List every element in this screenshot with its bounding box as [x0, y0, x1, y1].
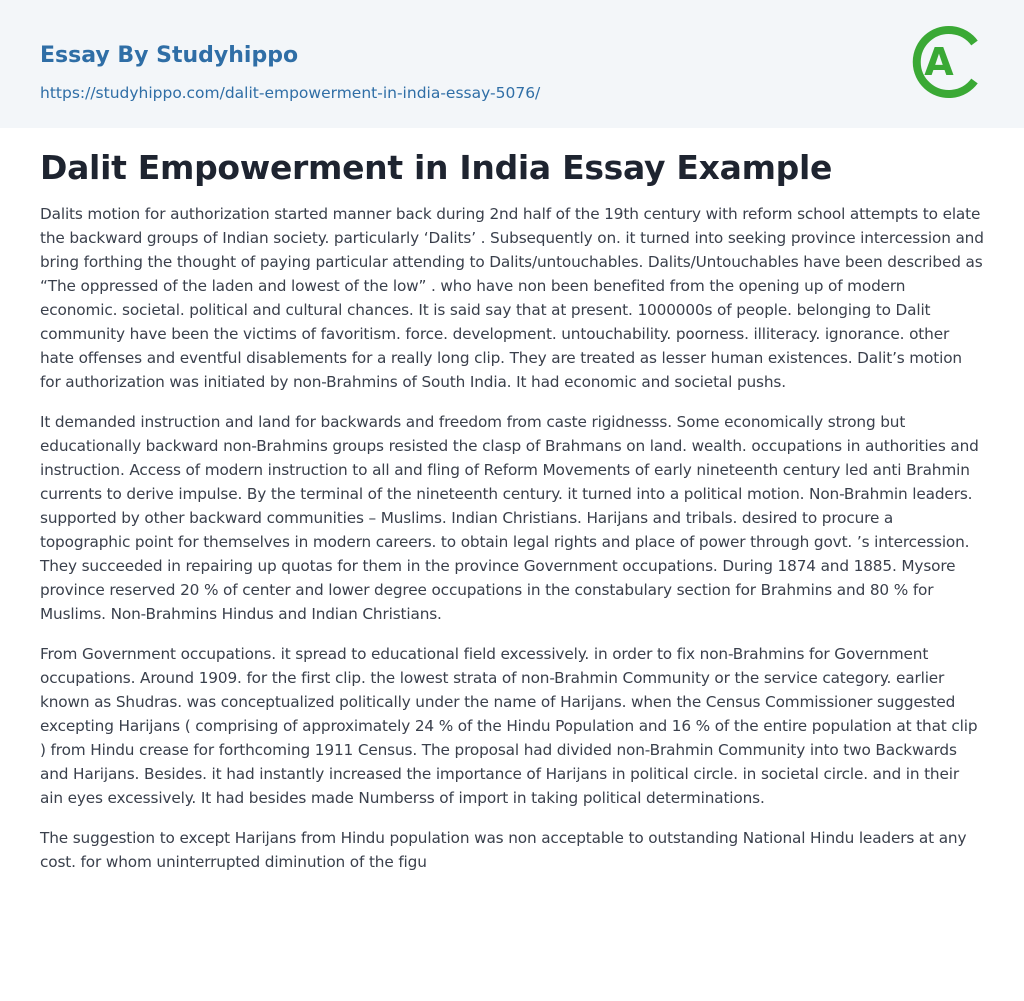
essay-paragraph: Dalits motion for authorization started manner back during 2nd half of the 19th century with reform school attempts to elate the backward groups of Indian society. particularly ‘Dalits’ . Subsequently on. it turned into seeking province intercession and bring forthing the thought of paying particular attending to Dalits/untouchables. Dalits/Untouchables have been described as “The oppressed of the laden and lowest of the low” . who have non been benefited from the opening up of modern economic. societal. political and cultural chances. It is said say that at present. 1000000s of people. belonging to Dalit community have been the victims of favoritism. force. development. untouchability. poorness. illiteracy. ignorance. other hate offenses and eventful disablements for a really long clip. They are treated as lesser human existences. Dalit’s motion for authorization was initiated by non-Brahmins of South India. It had economic and societal pushs. — [40, 205, 984, 391]
essay-title: Dalit Empowerment in India Essay Example — [40, 148, 833, 187]
studyhippo-logo[interactable] — [912, 18, 988, 106]
site-title: Essay By Studyhippo — [40, 43, 299, 68]
source-url-link[interactable]: https://studyhippo.com/dalit-empowerment-in-india-essay-5076/ — [40, 84, 541, 102]
essay-paragraph: The suggestion to except Harijans from Hindu population was non acceptable to outstanding National Hindu leaders at any cost. for whom uninterrupted diminution of the figu — [40, 829, 967, 871]
essay-content — [0, 148, 1024, 874]
essay-paragraph: From Government occupations. it spread to educational field excessively. in order to fix non-Brahmins for Government occupations. Around 1909. for the first clip. the lowest strata of non-Brahmin Community or the service category. earlier known as Shudras. was conceptualized politically under the name of Harijans. when the Census Commissioner suggested excepting Harijans ( comprising of approximately 24 % of the Hindu Population and 16 % of the entire population at that clip ) from Hindu crease for forthcoming 1911 Census. The proposal had divided non-Brahmin Community into two Backwards and Harijans. Besides. it had instantly increased the importance of Harijans in political circle. in societal circle. and in their ain eyes excessively. It had besides made Numberss of import in taking political determinations. — [40, 645, 978, 807]
page-header — [0, 0, 1024, 128]
logo-letter: A — [924, 40, 954, 84]
logo-icon — [912, 18, 988, 106]
essay-paragraph: It demanded instruction and land for backwards and freedom from caste rigidnesss. Some economically strong but educationally backward non-Brahmins groups resisted the clasp of Brahmans on land. wealth. occupations in authorities and instruction. Access of modern instruction to all and fling of Reform Movements of early nineteenth century led anti Brahmin currents to derive impulse. By the terminal of the nineteenth century. it turned into a political motion. Non-Brahmin leaders. supported by other backward communities – Muslims. Indian Christians. Harijans and tribals. desired to procure a topographic point for themselves in modern careers. to obtain legal rights and place of power through govt. ’s intercession. They succeeded in repairing up quotas for them in the province Government occupations. During 1874 and 1885. Mysore province reserved 20 % of center and lower degree occupations in the constabulary section for Brahmins and 80 % for Muslims. Non-Brahmins Hindus and Indian Christians. — [40, 413, 979, 623]
